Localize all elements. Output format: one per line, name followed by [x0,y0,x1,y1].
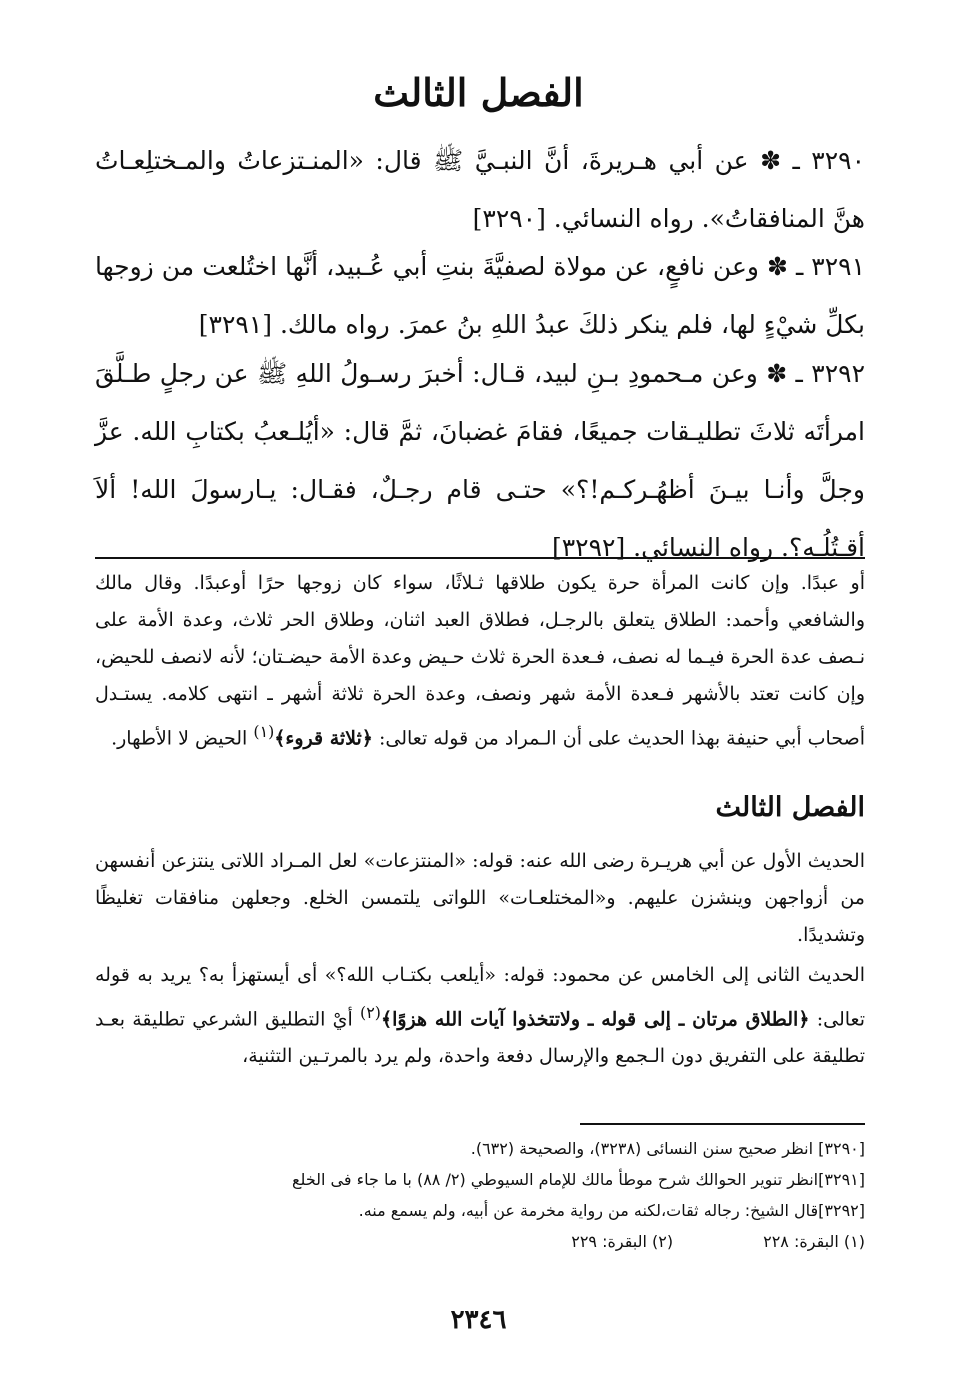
commentary-text: الحديث الثانى إلى الخامس عن محمود: قوله: «أيلعب بكتـاب الله؟» أى أيستهزأ به؟ يريد به قوله تعالى: [95,964,866,1031]
commentary-paragraph-3 [95,957,865,1075]
quran-references [180,1226,865,1257]
commentary-divider [95,557,865,559]
footnote-3290: [٣٢٩٠] انظر صحيح سنن النسائى (٣٢٣٨)، والصحيحة (٦٣٢). [470,1139,865,1158]
hadith-3292: ٣٢٩٢ ـ ✽ وعن مـحمودِ بـنِ لبيد، قـال: أخبرَ رسـولُ اللهِ ﷺ عن رجلٍ طـلَّقَ امرأتَه ثلاثَ تطليـقات جميعًا، فقامَ غضبانَ، ثمَّ قال: «أيُلـعبُ بكتابِ الله. عزَّ وجلَّ وأنـا بيـنَ أظهُـركـم!؟» حتـى قام رجـلٌ، فقـال: يـارسولَ الله! ألاَ أقـتُلُـه؟. رواه النسائي. [٣٢٩٢] [95,359,865,562]
quran-reference-2: (٢) البقرة: ٢٢٩ [571,1232,674,1251]
footnotes [180,1133,865,1257]
commentary-paragraph-1 [95,565,865,757]
footnotes-divider [580,1123,865,1125]
page-number: ٢٣٤٦ [450,1305,507,1335]
footnote-3291: [٣٢٩١]انظر تنوير الحوالك شرح موطأ مالك للإمام السيوطي (٢/ ٨٨) با ما جاء فى الخلع [292,1170,865,1189]
hadith-3290: ٣٢٩٠ ـ ✽ عن أبي هـريرةَ، أنَّ النبـيَّ ﷺ قال: «المنـتزعاتُ والمـختلِعـاتُ هنَّ المنافقاتُ». رواه النسائي. [٣٢٩٠] [95,146,865,233]
quran-quote: ﴿ثلاثة قروء﴾ [274,727,373,750]
footnote-3292: [٣٢٩٢]قال الشيخ: رجاله ثقات،لكنه من رواية مخرمة عن أبيه، ولم يسمع منه. [358,1201,865,1220]
commentary-text-end: أيْ التطليق الشرعي تطليقة بعـد تطليقة على التفريق دون الـجمع والإرسال دفعة واحدة، ولم يرد بالمرتـين التثنية، [95,1008,865,1068]
chapter-heading: الفصل الثالث [373,70,584,115]
hadith-3291: ٣٢٩١ ـ ✽ وعن نافعٍ، عن مولاة لصفيَّةَ بنتِ أبي عُـبيد، أنَّها اختُلعت من زوجها بكلِّ شيْءٍ لها، فلم ينكر ذلكَ عبدُ اللهِ بنُ عمرَ. رواه مالك. [٣٢٩١] [95,252,865,339]
commentary-paragraph-2: الحديث الأول عن أبي هريـرة رضى الله عنه: قوله: «المنتزعات» لعل المـراد اللاتى ينتزعن أنفسهن من أزواجهن وينشزن عليهم. و«المختلعـات» اللواتى يلتمسن الخلع. وجعلهن منافقات تغليظًا وتشديدًا. [95,850,865,946]
footnote-marker: (٢) [360,1003,381,1022]
commentary-text-end: الحيض لا الأطهار. [111,727,254,750]
commentary-text: أو عبدًا. وإن كانت المرأة حرة يكون طلاقها ثـلاثًا، سواء كان زوجها حرًا أوعبدًا. وقال مالك والشافعي وأحمد: الطلاق يتعلق بالرجـل، فطلاق العبد اثنان، وطلاق الحر ثلاث، وعدة الأمة على نـصف عدة الحرة فيـما له نصف، فـعدة الحرة ثلاث حـيض وعدة الأمة حيضـتان؛ لأنه لانصف للحيض، وإن كانت تعتد بالأشهر فـعدة الأمة شهر ونصف، وعدة الحرة ثلاثة أشهر ـ انتهى كلامه. يستـدل أصحاب أبي حنيفة بهذا الحديث على أن الـمراد من قوله تعالى: [95,572,865,750]
quran-quote: ﴿الطلاق مرتان ـ إلى قوله ـ ولاتتخذوا آيات الله هزوًا﴾ [380,1008,810,1031]
commentary-section-heading: الفصل الثالث [715,792,865,823]
footnote-marker: (١) [253,722,275,741]
quran-reference-1: (١) البقرة: ٢٢٨ [763,1232,865,1251]
